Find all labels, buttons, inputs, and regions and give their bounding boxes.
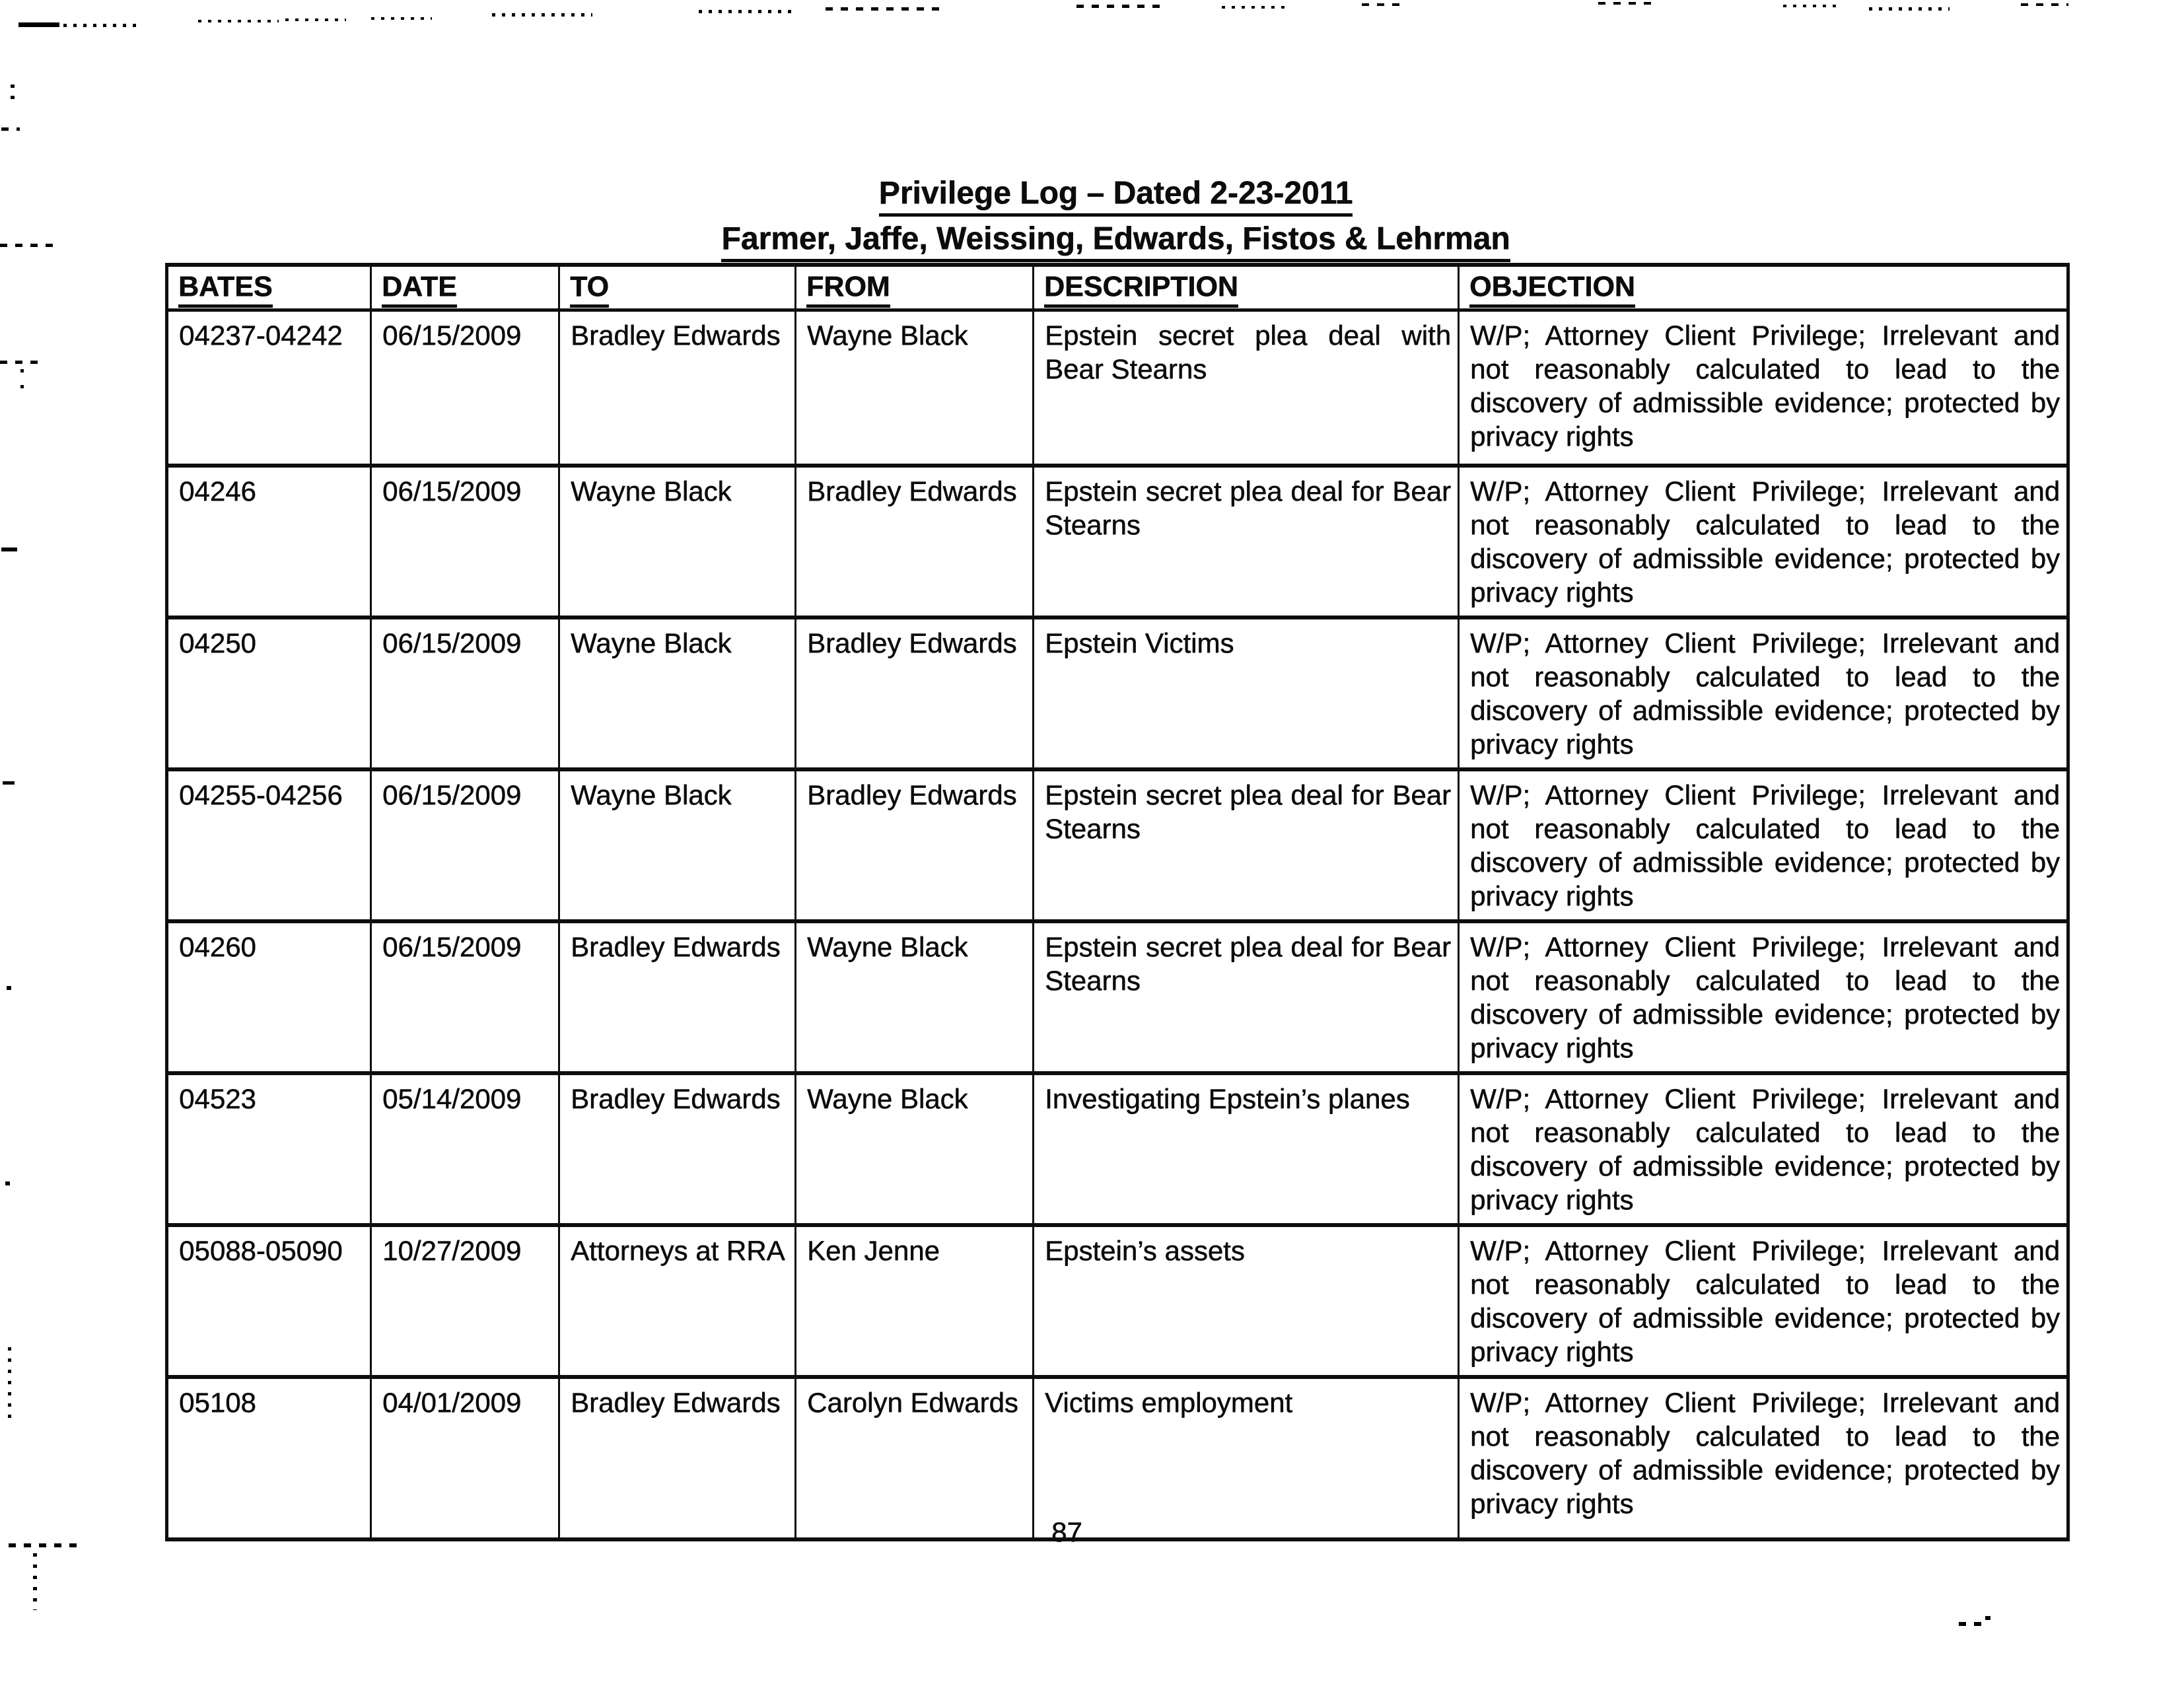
page-subtitle: Farmer, Jaffe, Weissing, Edwards, Fistos & Lehrman bbox=[721, 221, 1510, 262]
cell-from: Bradley Edwards bbox=[796, 466, 1034, 617]
cell-description: Epstein secret plea deal for Bear Stearns bbox=[1034, 466, 1459, 617]
cell-description: Investigating Epstein’s planes bbox=[1034, 1073, 1459, 1225]
scan-noise bbox=[33, 1553, 37, 1610]
scan-noise bbox=[1076, 5, 1164, 8]
scan-noise bbox=[0, 361, 38, 364]
scan-noise bbox=[826, 7, 939, 11]
cell-description: Epstein secret plea deal for Bear Stearns bbox=[1034, 769, 1459, 921]
cell-objection: W/P; Attorney Client Privilege; Irrelevant and not reasonably calculated to lead to the discovery of admissible evidence; protected by privacy rights bbox=[1459, 1377, 2068, 1539]
column-header-bates: BATES bbox=[167, 265, 371, 310]
scan-noise bbox=[198, 20, 279, 22]
scan-noise bbox=[1598, 2, 1659, 5]
table-row bbox=[167, 769, 2068, 921]
cell-description: Victims employment bbox=[1034, 1377, 1459, 1539]
column-header-to: TO bbox=[559, 265, 796, 310]
column-header-description: DESCRIPTION bbox=[1034, 265, 1459, 310]
cell-description: Epstein secret plea deal with Bear Stearns bbox=[1034, 310, 1459, 466]
log-table-body bbox=[167, 310, 2068, 1540]
cell-from: Wayne Black bbox=[796, 310, 1034, 466]
cell-from: Bradley Edwards bbox=[796, 617, 1034, 769]
scan-noise bbox=[371, 17, 432, 20]
cell-date: 06/15/2009 bbox=[371, 617, 559, 769]
scan-noise bbox=[699, 10, 793, 13]
scan-noise bbox=[0, 244, 54, 247]
cell-date: 04/01/2009 bbox=[371, 1377, 559, 1539]
table-row bbox=[167, 921, 2068, 1073]
cell-date: 06/15/2009 bbox=[371, 310, 559, 466]
cell-objection: W/P; Attorney Client Privilege; Irrelevant and not reasonably calculated to lead to the discovery of admissible evidence; protected by privacy rights bbox=[1459, 1225, 2068, 1377]
scan-noise bbox=[1959, 1622, 1983, 1626]
cell-bates: 05088-05090 bbox=[167, 1225, 371, 1377]
cell-from: Bradley Edwards bbox=[796, 769, 1034, 921]
page-title: Privilege Log – Dated 2-23-2011 bbox=[879, 176, 1353, 217]
column-header-from: FROM bbox=[796, 265, 1034, 310]
scan-noise bbox=[7, 986, 11, 990]
scan-noise bbox=[1, 127, 20, 131]
column-header-date: DATE bbox=[371, 265, 559, 310]
cell-objection: W/P; Attorney Client Privilege; Irrelevant and not reasonably calculated to lead to the discovery of admissible evidence; protected by privacy rights bbox=[1459, 921, 2068, 1073]
cell-date: 05/14/2009 bbox=[371, 1073, 559, 1225]
cell-bates: 04523 bbox=[167, 1073, 371, 1225]
cell-to: Wayne Black bbox=[559, 617, 796, 769]
cell-objection: W/P; Attorney Client Privilege; Irrelevant and not reasonably calculated to lead to the discovery of admissible evidence; protected by privacy rights bbox=[1459, 1073, 2068, 1225]
cell-date: 06/15/2009 bbox=[371, 466, 559, 617]
table-row bbox=[167, 1377, 2068, 1539]
scan-noise bbox=[20, 369, 24, 372]
privilege-log-table bbox=[165, 263, 2070, 1541]
cell-objection: W/P; Attorney Client Privilege; Irrelevant and not reasonably calculated to lead to the discovery of admissible evidence; protected by privacy rights bbox=[1459, 310, 2068, 466]
cell-description: Epstein Victims bbox=[1034, 617, 1459, 769]
table-row bbox=[167, 1073, 2068, 1225]
scan-noise bbox=[1985, 1616, 1990, 1620]
scan-noise bbox=[1869, 7, 1950, 11]
cell-objection: W/P; Attorney Client Privilege; Irrelevant and not reasonably calculated to lead to the discovery of admissible evidence; protected by privacy rights bbox=[1459, 617, 2068, 769]
table-row bbox=[167, 310, 2068, 466]
scan-noise bbox=[8, 1347, 11, 1421]
cell-bates: 04237-04242 bbox=[167, 310, 371, 466]
scan-noise bbox=[20, 385, 24, 388]
scan-noise bbox=[11, 85, 15, 100]
cell-bates: 05108 bbox=[167, 1377, 371, 1539]
column-header-objection: OBJECTION bbox=[1459, 265, 2068, 310]
scan-noise bbox=[5, 1181, 10, 1185]
scan-noise bbox=[3, 781, 15, 785]
cell-bates: 04260 bbox=[167, 921, 371, 1073]
scan-noise bbox=[1783, 5, 1837, 7]
scan-noise bbox=[285, 18, 346, 21]
scan-noise bbox=[1, 547, 17, 551]
table-row bbox=[167, 617, 2068, 769]
cell-from: Carolyn Edwards bbox=[796, 1377, 1034, 1539]
log-table-header bbox=[167, 265, 2068, 310]
scan-noise bbox=[2021, 3, 2068, 6]
cell-to: Wayne Black bbox=[559, 769, 796, 921]
cell-bates: 04250 bbox=[167, 617, 371, 769]
table-row bbox=[167, 466, 2068, 617]
scan-noise bbox=[18, 22, 59, 27]
cell-to: Attorneys at RRA bbox=[559, 1225, 796, 1377]
cell-to: Bradley Edwards bbox=[559, 1377, 796, 1539]
cell-to: Bradley Edwards bbox=[559, 310, 796, 466]
cell-to: Wayne Black bbox=[559, 466, 796, 617]
cell-from: Wayne Black bbox=[796, 921, 1034, 1073]
scan-noise bbox=[492, 13, 592, 17]
scan-noise bbox=[1222, 6, 1289, 9]
page-number: 87 bbox=[1051, 1516, 1082, 1547]
scan-noise bbox=[9, 1543, 80, 1547]
scan-noise bbox=[63, 24, 137, 27]
cell-date: 06/15/2009 bbox=[371, 921, 559, 1073]
cell-description: Epstein’s assets bbox=[1034, 1225, 1459, 1377]
cell-date: 10/27/2009 bbox=[371, 1225, 559, 1377]
document-header bbox=[165, 176, 2066, 262]
table-row bbox=[167, 1225, 2068, 1377]
cell-objection: W/P; Attorney Client Privilege; Irrelevant and not reasonably calculated to lead to the discovery of admissible evidence; protected by privacy rights bbox=[1459, 466, 2068, 617]
scan-noise bbox=[1362, 3, 1403, 6]
cell-to: Bradley Edwards bbox=[559, 921, 796, 1073]
cell-date: 06/15/2009 bbox=[371, 769, 559, 921]
cell-bates: 04246 bbox=[167, 466, 371, 617]
cell-from: Wayne Black bbox=[796, 1073, 1034, 1225]
cell-description: Epstein secret plea deal for Bear Stearns bbox=[1034, 921, 1459, 1073]
cell-objection: W/P; Attorney Client Privilege; Irrelevant and not reasonably calculated to lead to the discovery of admissible evidence; protected by privacy rights bbox=[1459, 769, 2068, 921]
cell-from: Ken Jenne bbox=[796, 1225, 1034, 1377]
cell-to: Bradley Edwards bbox=[559, 1073, 796, 1225]
cell-bates: 04255-04256 bbox=[167, 769, 371, 921]
